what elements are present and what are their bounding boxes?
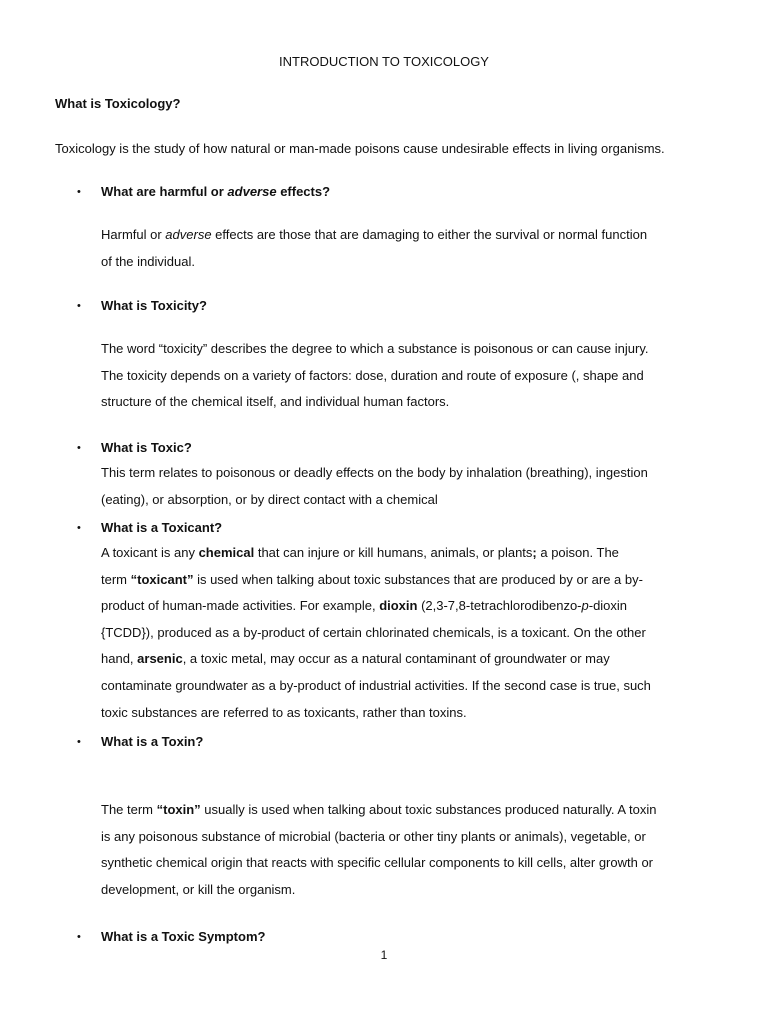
definition-text: Toxicology is the study of how natural or man-made poisons cause undesirable effects in living organisms. <box>55 141 665 156</box>
answer-toxic: This term relates to poisonous or deadly effects on the body by inhalation (breathing), ingestion (eating), or absorption, or by direct contact with a chemical <box>101 465 648 507</box>
answer-toxicity: The word “toxicity” describes the degree to which a substance is poisonous or can cause injury. The toxicity depends on a variety of factors: dose, duration and route of exposure (, shape and structure of the chemical itself, and individual human factors. <box>101 341 649 410</box>
answer-adverse: Harmful or adverse effects are those that are damaging to either the survival or normal function of the individual. <box>101 227 648 269</box>
question-toxicity: What is Toxicity? <box>101 298 207 313</box>
bullet-marker: • <box>77 300 81 312</box>
bullet-marker: • <box>77 522 81 534</box>
bullet-marker: • <box>77 442 81 454</box>
document-title: INTRODUCTION TO TOXICOLOGY <box>279 54 489 69</box>
bullet-marker: • <box>77 186 81 198</box>
question-toxin: What is a Toxin? <box>101 734 204 749</box>
question-adverse: What are harmful or adverse effects? <box>101 184 331 199</box>
question-toxicant: What is a Toxicant? <box>101 520 223 535</box>
page-number: 1 <box>380 948 388 962</box>
question-symptom: What is a Toxic Symptom? <box>101 929 266 944</box>
answer-toxin: The term “toxin” usually is used when talking about toxic substances produced naturally. A toxin is any poisonous substance of microbial (bacteria or other tiny plants or animals), vegetable, or synthetic chemical origin that reacts with specific cellular components to kill cells, alter growth or development, or kill the organism. <box>101 802 657 897</box>
bullet-marker: • <box>77 736 81 748</box>
section-heading: What is Toxicology? <box>55 96 181 111</box>
bullet-marker: • <box>77 931 81 943</box>
question-toxic: What is Toxic? <box>101 440 192 455</box>
answer-toxicant: A toxicant is any chemical that can injure or kill humans, animals, or plants; a poison. The term “toxicant” is used when talking about toxic substances that are produced by or are a by- product of human-made activities. For example, dioxin (2,3-7,8-tetrachlorodibenzo-p-dioxin {TCDD}), produced as a by-product of certain chlorinated chemicals, is a toxicant. On the other hand, arsenic, a toxic metal, may occur as a natural contaminant of groundwater or may contaminate groundwater as a by-product of industrial activities. If the second case is true, such toxic substances are referred to as toxicants, rather than toxins. <box>101 545 651 720</box>
